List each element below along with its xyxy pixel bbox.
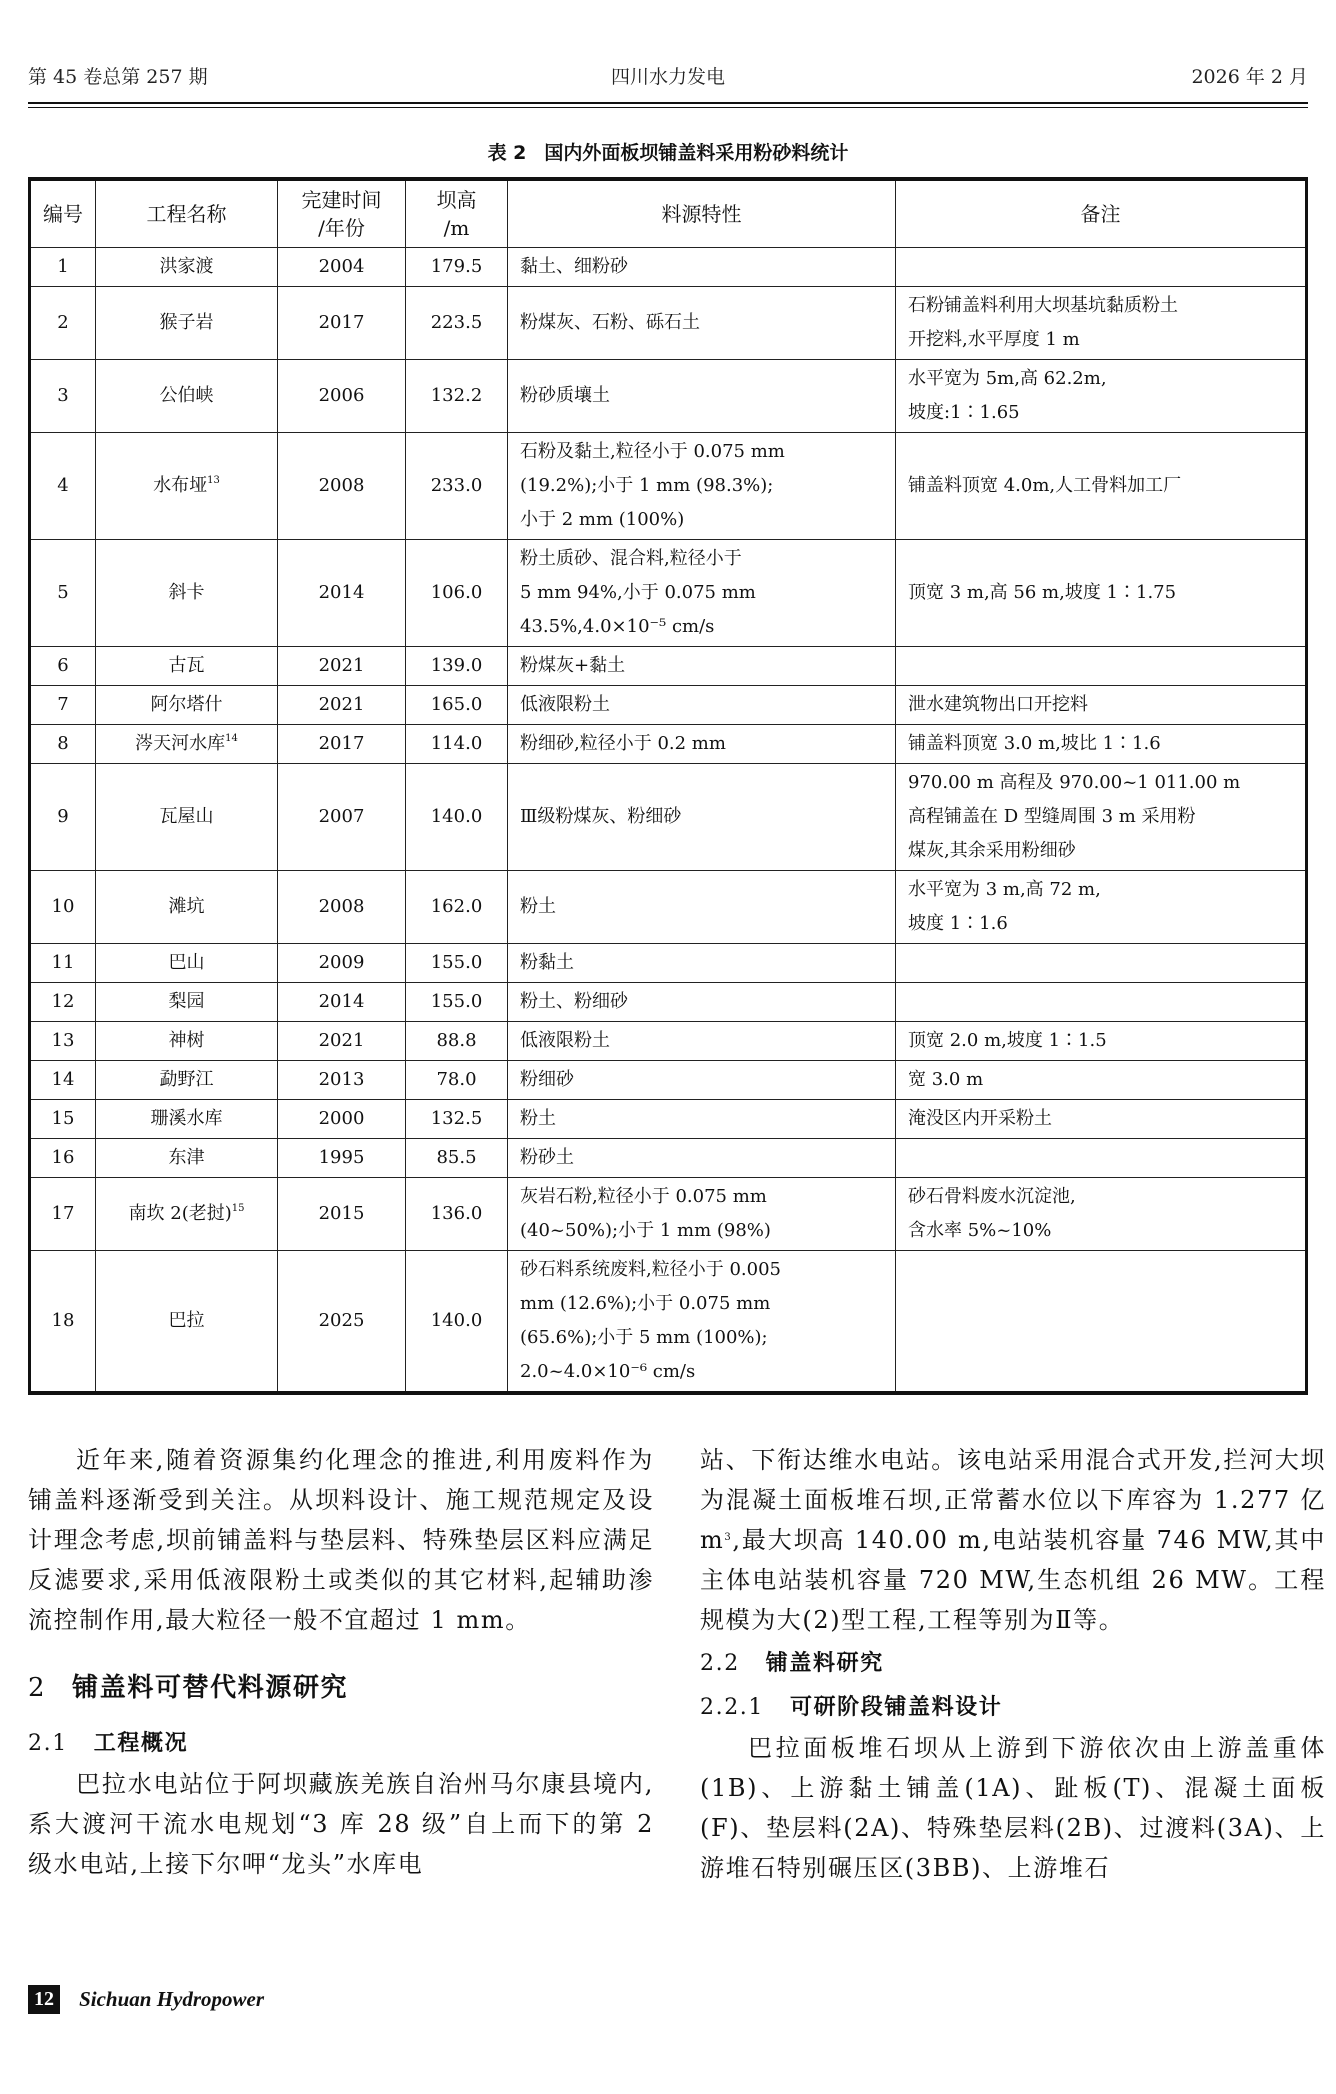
source-line: (19.2%);小于 1 mm (98.3%); — [520, 475, 774, 496]
table-row — [30, 360, 1307, 433]
cell-completion-year: 2025 — [278, 1251, 406, 1394]
cell-project-name — [96, 1178, 278, 1251]
cell-number: 16 — [30, 1139, 96, 1178]
cell-project-name — [96, 647, 278, 686]
cell-number: 18 — [30, 1251, 96, 1394]
cell-number: 4 — [30, 433, 96, 540]
source-line: 43.5%,4.0×10⁻⁵ cm/s — [520, 616, 715, 637]
page-number: 12 — [28, 1985, 60, 2014]
cell-number: 1 — [30, 248, 96, 287]
cell-source-properties — [508, 287, 896, 360]
project-name: 梨园 — [168, 991, 205, 1012]
header-rule-thin — [28, 107, 1308, 108]
cell-project-name — [96, 1061, 278, 1100]
source-line: 小于 2 mm (100%) — [520, 509, 685, 530]
project-name: 涔天河水库 — [135, 733, 226, 754]
cell-source-properties — [508, 871, 896, 944]
table-row — [30, 248, 1307, 287]
cell-remarks — [896, 287, 1307, 360]
cell-source-properties — [508, 686, 896, 725]
table-row — [30, 287, 1307, 360]
cell-project-name — [96, 1022, 278, 1061]
source-line: 粉煤灰、石粉、砾石土 — [520, 312, 700, 333]
cell-completion-year: 2017 — [278, 725, 406, 764]
body-column-right — [700, 1440, 1326, 1888]
cell-number: 11 — [30, 944, 96, 983]
remark-line: 水平宽为 5m,高 62.2m, — [908, 368, 1107, 389]
cell-source-properties — [508, 944, 896, 983]
source-line: 粉细砂,粒径小于 0.2 mm — [520, 733, 726, 754]
cell-remarks — [896, 983, 1307, 1022]
table-body — [30, 248, 1307, 1394]
cell-dam-height: 78.0 — [406, 1061, 508, 1100]
source-line: 粉土、粉细砂 — [520, 991, 628, 1012]
cell-completion-year: 2015 — [278, 1178, 406, 1251]
project-name: 神树 — [168, 1030, 205, 1051]
cell-dam-height: 132.5 — [406, 1100, 508, 1139]
cell-dam-height: 136.0 — [406, 1178, 508, 1251]
source-line: (40~50%);小于 1 mm (98%) — [520, 1220, 771, 1241]
cell-number: 3 — [30, 360, 96, 433]
cell-project-name — [96, 1100, 278, 1139]
table-row — [30, 983, 1307, 1022]
table-number: 表 2 — [487, 142, 527, 164]
table-row — [30, 1100, 1307, 1139]
section-heading-2-2-1: 2.2.1 可研阶段铺盖料设计 — [700, 1695, 1003, 1720]
cell-source-properties — [508, 1100, 896, 1139]
cell-remarks — [896, 433, 1307, 540]
section-heading-2-2: 2.2 铺盖料研究 — [700, 1651, 884, 1676]
paragraph: 巴拉水电站位于阿坝藏族羌族自治州马尔康县境内,系大渡河干流水电规划“3 库 28 级”自上而下的第 2 级水电站,上接下尔呷“龙头”水库电 — [28, 1770, 654, 1878]
remark-line: 坡度:1∶1.65 — [908, 402, 1020, 423]
source-line: 粉黏土 — [520, 952, 574, 973]
remark-line: 石粉铺盖料利用大坝基坑黏质粉土 — [908, 295, 1178, 316]
cell-dam-height: 140.0 — [406, 764, 508, 871]
cell-completion-year: 2013 — [278, 1061, 406, 1100]
cell-source-properties — [508, 1251, 896, 1394]
cell-dam-height: 162.0 — [406, 871, 508, 944]
cell-source-properties — [508, 1061, 896, 1100]
cell-dam-height: 140.0 — [406, 1251, 508, 1394]
remark-line: 宽 3.0 m — [908, 1069, 984, 1090]
cell-source-properties — [508, 433, 896, 540]
table-row — [30, 1022, 1307, 1061]
table-row — [30, 944, 1307, 983]
cell-dam-height: 165.0 — [406, 686, 508, 725]
source-line: 粉土 — [520, 896, 556, 917]
cell-dam-height: 179.5 — [406, 248, 508, 287]
cell-project-name — [96, 433, 278, 540]
remark-line: 顶宽 3 m,高 56 m,坡度 1∶1.75 — [908, 582, 1177, 603]
table-row — [30, 433, 1307, 540]
cell-number: 5 — [30, 540, 96, 647]
cell-remarks — [896, 944, 1307, 983]
table-title: 国内外面板坝铺盖料采用粉砂料统计 — [544, 142, 849, 164]
source-line: 低液限粉土 — [520, 694, 610, 715]
remark-line: 淹没区内开采粉土 — [908, 1108, 1052, 1129]
cell-completion-year: 2008 — [278, 871, 406, 944]
project-name: 公伯峡 — [159, 385, 214, 406]
remark-line: 水平宽为 3 m,高 72 m, — [908, 879, 1101, 900]
cell-completion-year: 2021 — [278, 1022, 406, 1061]
issue-info: 第 45 卷总第 257 期 — [28, 66, 208, 88]
cell-remarks — [896, 1178, 1307, 1251]
cell-dam-height: 155.0 — [406, 944, 508, 983]
cell-remarks — [896, 1251, 1307, 1394]
journal-name-english: Sichuan Hydropower — [79, 1987, 265, 2011]
cell-dam-height: 114.0 — [406, 725, 508, 764]
table-row — [30, 1061, 1307, 1100]
source-line: 粉砂质壤土 — [520, 385, 610, 406]
source-line: 5 mm 94%,小于 0.075 mm — [520, 582, 756, 603]
col-header-number: 编号 — [30, 179, 96, 248]
cell-dam-height: 106.0 — [406, 540, 508, 647]
table-caption — [0, 138, 1336, 165]
source-line: 灰岩石粉,粒径小于 0.075 mm — [520, 1186, 767, 1207]
cell-number: 12 — [30, 983, 96, 1022]
cell-remarks — [896, 871, 1307, 944]
paragraph: 巴拉面板堆石坝从上游到下游依次由上游盖重体(1B)、上游黏土铺盖(1A)、趾板(T)、混凝土面板(F)、垫层料(2A)、特殊垫层料(2B)、过渡料(3A)、上游堆石特别碾压区(3BB)、上游堆石 — [700, 1734, 1326, 1882]
col-header-completion-year: 完建时间 /年份 — [278, 179, 406, 248]
source-line: Ⅲ级粉煤灰、粉细砂 — [520, 806, 682, 827]
cell-completion-year: 2021 — [278, 647, 406, 686]
table-row — [30, 1178, 1307, 1251]
cell-remarks — [896, 1022, 1307, 1061]
cell-number: 2 — [30, 287, 96, 360]
cell-project-name — [96, 686, 278, 725]
reference-superscript: 14 — [225, 733, 238, 744]
reference-superscript: 13 — [207, 475, 220, 486]
col-header-remarks: 备注 — [896, 179, 1307, 248]
cell-dam-height: 85.5 — [406, 1139, 508, 1178]
project-name: 水布垭 — [153, 475, 208, 496]
cell-remarks — [896, 248, 1307, 287]
cell-number: 13 — [30, 1022, 96, 1061]
cell-remarks — [896, 1061, 1307, 1100]
table-row — [30, 725, 1307, 764]
header-rule-thick — [28, 102, 1308, 104]
cell-remarks — [896, 1100, 1307, 1139]
cell-number: 14 — [30, 1061, 96, 1100]
cell-number: 15 — [30, 1100, 96, 1139]
project-name: 巴拉 — [168, 1310, 205, 1331]
source-line: (65.6%);小于 5 mm (100%); — [520, 1327, 768, 1348]
cell-number: 8 — [30, 725, 96, 764]
source-line: 砂石料系统废料,粒径小于 0.005 — [520, 1259, 781, 1280]
cell-remarks — [896, 540, 1307, 647]
journal-name: 四川水力发电 — [610, 66, 725, 88]
project-name: 南坎 2(老挝) — [128, 1203, 232, 1224]
cell-remarks — [896, 725, 1307, 764]
cell-number: 7 — [30, 686, 96, 725]
source-line: 2.0~4.0×10⁻⁶ cm/s — [520, 1361, 696, 1382]
cell-number: 9 — [30, 764, 96, 871]
cell-dam-height: 132.2 — [406, 360, 508, 433]
remark-line: 坡度 1∶1.6 — [908, 913, 1008, 934]
cell-completion-year: 2007 — [278, 764, 406, 871]
project-name: 滩坑 — [168, 896, 205, 917]
cell-dam-height: 233.0 — [406, 433, 508, 540]
source-line: 低液限粉土 — [520, 1030, 610, 1051]
remark-line: 高程铺盖在 D 型缝周围 3 m 采用粉 — [908, 806, 1196, 827]
cell-project-name — [96, 248, 278, 287]
running-header — [28, 62, 1308, 92]
publication-date: 2026 年 2 月 — [1191, 66, 1308, 88]
project-name: 瓦屋山 — [159, 806, 214, 827]
cell-completion-year: 2000 — [278, 1100, 406, 1139]
cell-dam-height: 88.8 — [406, 1022, 508, 1061]
cell-source-properties — [508, 1022, 896, 1061]
source-line: 粉砂土 — [520, 1147, 574, 1168]
cell-source-properties — [508, 540, 896, 647]
project-name: 巴山 — [168, 952, 205, 973]
body-column-left — [28, 1440, 654, 1884]
table-row — [30, 1139, 1307, 1178]
project-name: 斜卡 — [168, 582, 205, 603]
table-row — [30, 540, 1307, 647]
remark-line: 铺盖料顶宽 3.0 m,坡比 1∶1.6 — [908, 733, 1161, 754]
cell-remarks — [896, 764, 1307, 871]
source-line: 粉土 — [520, 1108, 556, 1129]
project-name: 珊溪水库 — [150, 1108, 223, 1129]
cell-number: 10 — [30, 871, 96, 944]
cell-project-name — [96, 725, 278, 764]
source-line: 黏土、细粉砂 — [520, 256, 628, 277]
table-header-row — [30, 179, 1307, 248]
cell-completion-year: 2014 — [278, 540, 406, 647]
source-line: 粉煤灰+黏土 — [520, 655, 626, 676]
remark-line: 开挖料,水平厚度 1 m — [908, 329, 1080, 350]
cell-completion-year: 2017 — [278, 287, 406, 360]
cell-project-name — [96, 287, 278, 360]
cell-remarks — [896, 360, 1307, 433]
paragraph: 站、下衔达维水电站。该电站采用混合式开发,拦河大坝为混凝土面板堆石坝,正常蓄水位以下库容为 1.277 亿 $m^3$,最大坝高 140.00 m,电站装机容量 746 MW,其中主体电站装机容量 720 MW,生态机组 26 MW。工程规模为大(2)型工程,工程等别为Ⅱ等。 — [700, 1446, 1326, 1634]
col-header-dam-height: 坝高 /m — [406, 179, 508, 248]
remark-line: 含水率 5%~10% — [908, 1220, 1052, 1241]
project-name: 东津 — [168, 1147, 205, 1168]
cell-number: 17 — [30, 1178, 96, 1251]
table-row — [30, 647, 1307, 686]
cell-number: 6 — [30, 647, 96, 686]
source-line: 粉细砂 — [520, 1069, 574, 1090]
table-row — [30, 686, 1307, 725]
cell-project-name — [96, 944, 278, 983]
remark-line: 顶宽 2.0 m,坡度 1∶1.5 — [908, 1030, 1107, 1051]
project-name: 猴子岩 — [159, 312, 214, 333]
section-heading-2: 2 铺盖料可替代料源研究 — [28, 1673, 349, 1703]
cell-project-name — [96, 360, 278, 433]
project-name: 勐野江 — [159, 1069, 214, 1090]
table-row — [30, 764, 1307, 871]
cell-project-name — [96, 1139, 278, 1178]
cell-source-properties — [508, 764, 896, 871]
cell-dam-height: 139.0 — [406, 647, 508, 686]
cell-completion-year: 2021 — [278, 686, 406, 725]
page-footer — [28, 1985, 264, 2019]
statistics-table — [28, 177, 1308, 1395]
project-name: 古瓦 — [168, 655, 205, 676]
paragraph: 近年来,随着资源集约化理念的推进,利用废料作为铺盖料逐渐受到关注。从坝料设计、施工规范规定及设计理念考虑,坝前铺盖料与垫层料、特殊垫层区料应满足反滤要求,采用低液限粉土或类似的其它材料,起辅助渗流控制作用,最大粒径一般不宜超过 1 mm。 — [28, 1446, 654, 1634]
remark-line: 970.00 m 高程及 970.00~1 011.00 m — [908, 772, 1241, 793]
remark-line: 铺盖料顶宽 4.0m,人工骨料加工厂 — [908, 475, 1182, 496]
source-line: mm (12.6%);小于 0.075 mm — [520, 1293, 771, 1314]
cell-completion-year: 2008 — [278, 433, 406, 540]
cell-remarks — [896, 647, 1307, 686]
cell-source-properties — [508, 983, 896, 1022]
cell-completion-year: 2006 — [278, 360, 406, 433]
section-heading-2-1: 2.1 工程概况 — [28, 1731, 189, 1756]
source-line: 粉土质砂、混合料,粒径小于 — [520, 548, 742, 569]
cell-project-name — [96, 871, 278, 944]
cell-dam-height: 155.0 — [406, 983, 508, 1022]
cell-completion-year: 2009 — [278, 944, 406, 983]
table-row — [30, 871, 1307, 944]
table-row — [30, 1251, 1307, 1394]
remark-line: 煤灰,其余采用粉细砂 — [908, 840, 1076, 861]
cell-completion-year: 2014 — [278, 983, 406, 1022]
cell-source-properties — [508, 248, 896, 287]
cell-source-properties — [508, 647, 896, 686]
cell-remarks — [896, 686, 1307, 725]
project-name: 洪家渡 — [159, 256, 214, 277]
cell-remarks — [896, 1139, 1307, 1178]
remark-line: 砂石骨料废水沉淀池, — [908, 1186, 1076, 1207]
reference-superscript: 15 — [231, 1203, 245, 1214]
cell-source-properties — [508, 1139, 896, 1178]
cell-project-name — [96, 983, 278, 1022]
cell-dam-height: 223.5 — [406, 287, 508, 360]
cell-project-name — [96, 764, 278, 871]
cell-completion-year: 2004 — [278, 248, 406, 287]
cell-source-properties — [508, 360, 896, 433]
remark-line: 泄水建筑物出口开挖料 — [908, 694, 1088, 715]
cell-project-name — [96, 540, 278, 647]
cell-project-name — [96, 1251, 278, 1394]
source-line: 石粉及黏土,粒径小于 0.075 mm — [520, 441, 785, 462]
cell-source-properties — [508, 725, 896, 764]
cell-completion-year: 1995 — [278, 1139, 406, 1178]
project-name: 阿尔塔什 — [150, 694, 223, 715]
col-header-project-name: 工程名称 — [96, 179, 278, 248]
col-header-source-properties: 料源特性 — [508, 179, 896, 248]
cell-source-properties — [508, 1178, 896, 1251]
